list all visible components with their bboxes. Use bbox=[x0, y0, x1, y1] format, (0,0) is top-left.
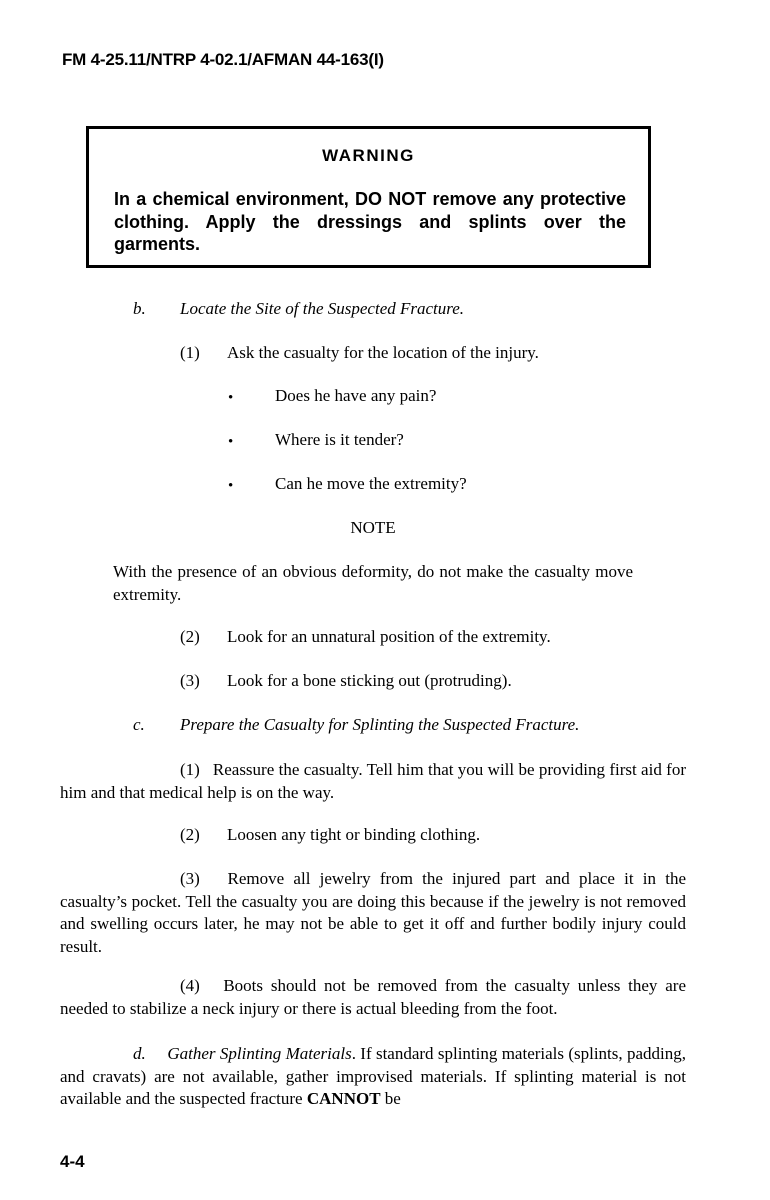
warning-text: In a chemical environment, DO NOT remove any protective clothing. Apply the dressings and splints over the garments. bbox=[114, 189, 626, 254]
bullet-item: Can he move the extremity? bbox=[275, 474, 467, 493]
section-b-step1-text: Ask the casualty for the location of the injury. bbox=[227, 343, 539, 362]
warning-title: WARNING bbox=[322, 146, 415, 165]
section-b-step3-num: (3) bbox=[180, 671, 200, 690]
section-c-step4 bbox=[60, 975, 686, 1020]
bullet-icon: • bbox=[228, 434, 234, 450]
section-d-text-end: be bbox=[380, 1089, 401, 1108]
section-d-letter: d. bbox=[133, 1044, 146, 1063]
section-c-letter: c. bbox=[133, 715, 145, 734]
section-c-step3-text: Remove all jewelry from the injured part and place it in the casualty’s pocket. Tell the casualty you are doing this because if the jewelry is not removed and swelling occurs later, he may not be able to get it off and further bodily injury could result. bbox=[60, 869, 687, 956]
section-b-step3-text: Look for a bone sticking out (protruding). bbox=[227, 671, 512, 690]
section-b-step2-num: (2) bbox=[180, 627, 200, 646]
document-header: FM 4-25.11/NTRP 4-02.1/AFMAN 44-163(I) bbox=[62, 50, 384, 69]
section-c-step4-text: Boots should not be removed from the casualty unless they are needed to stabilize a neck injury or there is actual bleeding from the foot. bbox=[60, 976, 687, 1018]
note-text: With the presence of an obvious deformity, do not make the casualty move extremity. bbox=[113, 562, 633, 604]
section-b-title: Locate the Site of the Suspected Fracture. bbox=[180, 299, 465, 318]
section-c-step1-num: (1) bbox=[180, 760, 200, 779]
section-c-step3 bbox=[60, 868, 686, 958]
section-b-step1-num: (1) bbox=[180, 343, 200, 362]
section-c-title: Prepare the Casualty for Splinting the Suspected Fracture. bbox=[180, 715, 580, 734]
page-number: 4-4 bbox=[60, 1152, 85, 1171]
bullet-item: Where is it tender? bbox=[275, 430, 404, 449]
section-d-text: . If standard splinting materials (splints, padding, and cravats) are not available, gather improvised materials. If splinting material is not available and the suspected fracture bbox=[60, 1044, 686, 1108]
warning-box bbox=[86, 126, 651, 268]
note-title: NOTE bbox=[350, 518, 396, 537]
bullet-item: Does he have any pain? bbox=[275, 386, 437, 405]
section-b-step2-text: Look for an unnatural position of the extremity. bbox=[227, 627, 551, 646]
section-b-letter: b. bbox=[133, 299, 146, 318]
section-c-step1-text: Reassure the casualty. Tell him that you will be providing first aid for him and that medical help is on the way. bbox=[60, 760, 687, 802]
section-c-step2-num: (2) bbox=[180, 825, 200, 844]
section-c-step4-num: (4) bbox=[180, 976, 200, 995]
section-d-title: Gather Splinting Materials bbox=[167, 1044, 352, 1063]
section-d-emphasis: CANNOT bbox=[306, 1089, 381, 1108]
section-c-step3-num: (3) bbox=[180, 869, 200, 888]
bullet-icon: • bbox=[228, 390, 234, 406]
section-c-step2-text: Loosen any tight or binding clothing. bbox=[227, 825, 481, 844]
bullet-icon: • bbox=[228, 478, 234, 494]
section-c-step1 bbox=[60, 759, 686, 804]
section-d-paragraph bbox=[60, 1043, 686, 1111]
